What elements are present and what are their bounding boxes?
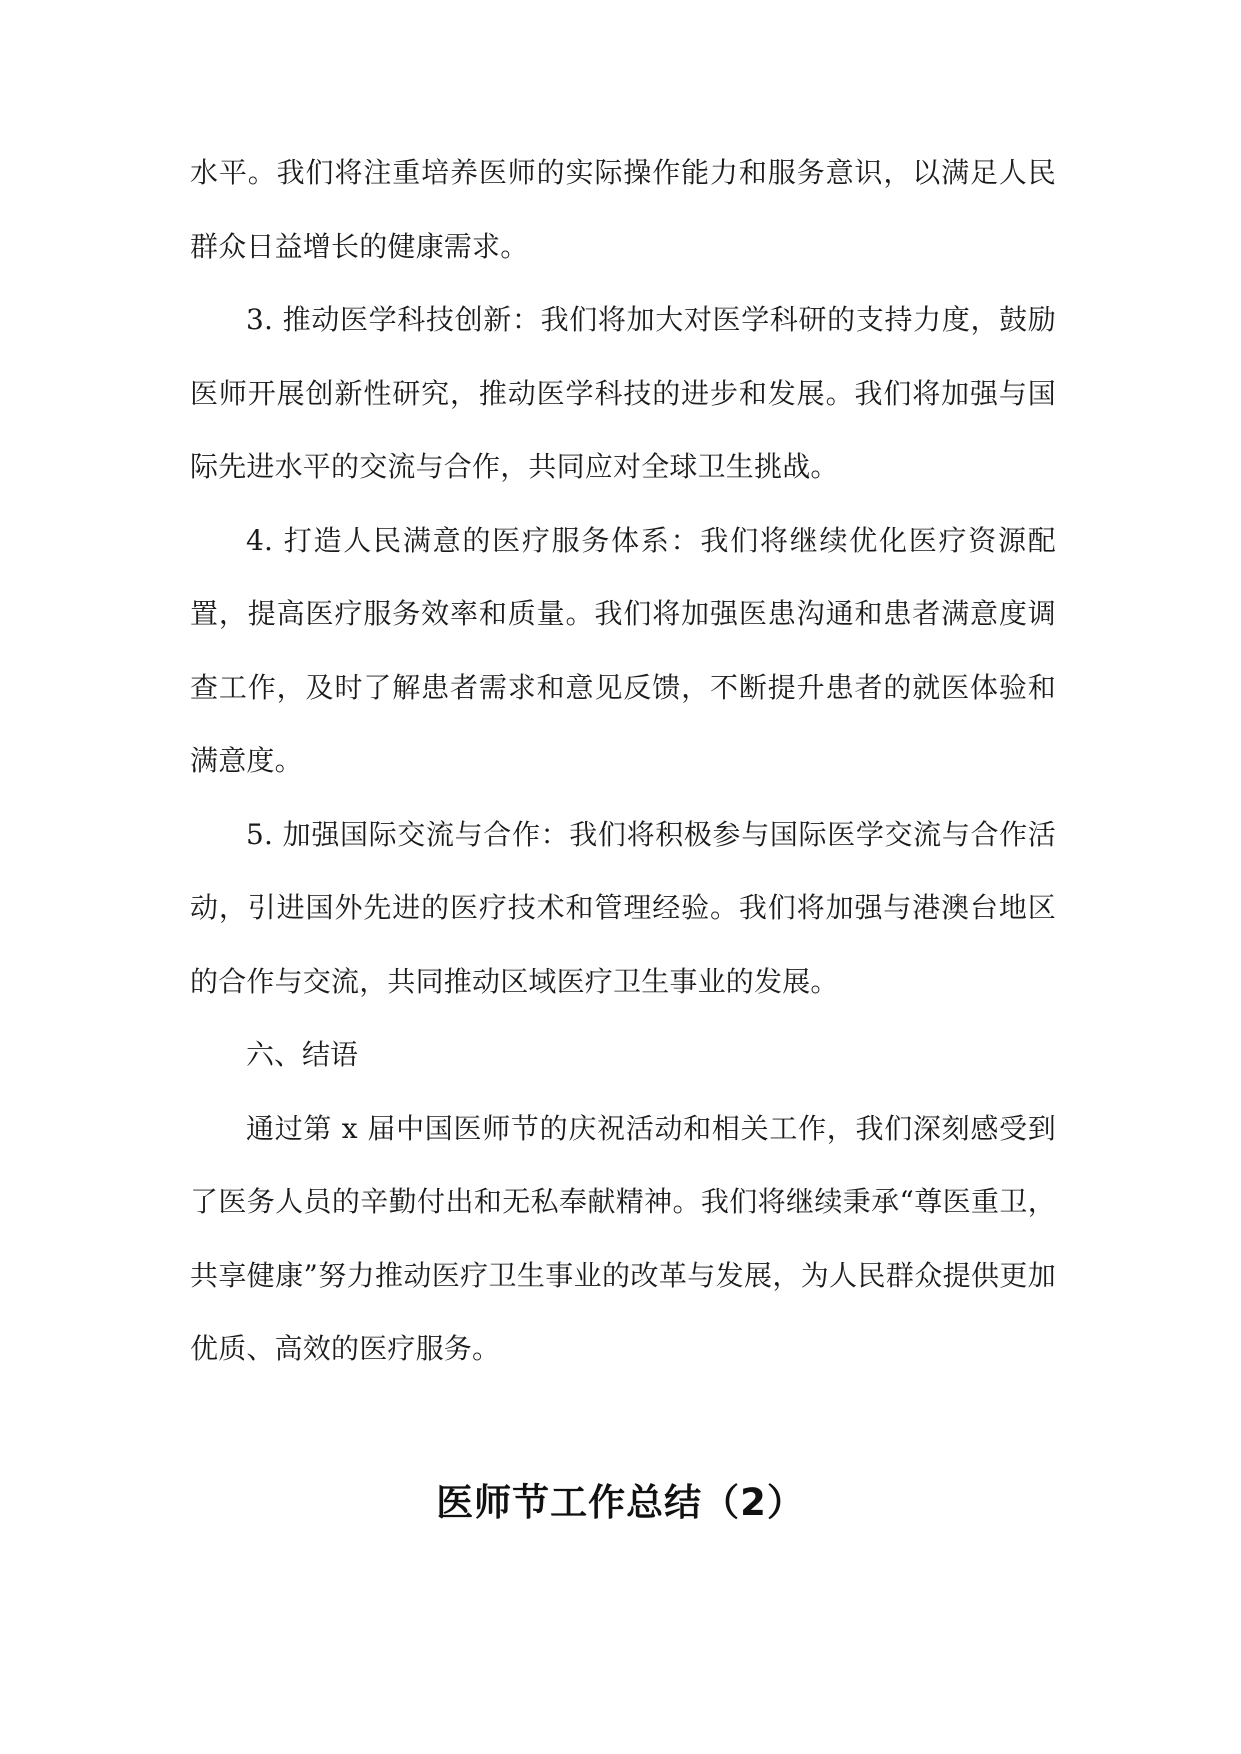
paragraph-item-5: 5. 加强国际交流与合作：我们将积极参与国际医学交流与合作活动，引进国外先进的医疗技术和管理经验。我们将加强与港澳台地区的合作与交流，共同推动区域医疗卫生事业的发展。 (190, 817, 1056, 998)
section-heading: 六、结语 (246, 1038, 359, 1071)
paragraph-conclusion: 通过第 x 届中国医师节的庆祝活动和相关工作，我们深刻感受到了医务人员的辛勤付出和无私奉献精神。我们将继续秉承“尊医重卫，共享健康”努力推动医疗卫生事业的改革与发展，为人民群众提供更加优质、高效的医疗服务。 (190, 1111, 1056, 1365)
next-document-title: 医师节工作总结（2） (436, 1481, 805, 1524)
paragraph-continuation: 水平。我们将注重培养医师的实际操作能力和服务意识，以满足人民群众日益增长的健康需求。 (190, 156, 1056, 263)
paragraph-item-4: 4. 打造人民满意的医疗服务体系：我们将继续优化医疗资源配置，提高医疗服务效率和质量。我们将加强医患沟通和患者满意度调查工作，及时了解患者需求和意见反馈，不断提升患者的就医体验和满意度。 (190, 523, 1056, 777)
paragraph-item-3: 3. 推动医学科技创新：我们将加大对医学科研的支持力度，鼓励医师开展创新性研究，推动医学科技的进步和发展。我们将加强与国际先进水平的交流与合作，共同应对全球卫生挑战。 (190, 303, 1056, 483)
document-body (190, 136, 1056, 1386)
